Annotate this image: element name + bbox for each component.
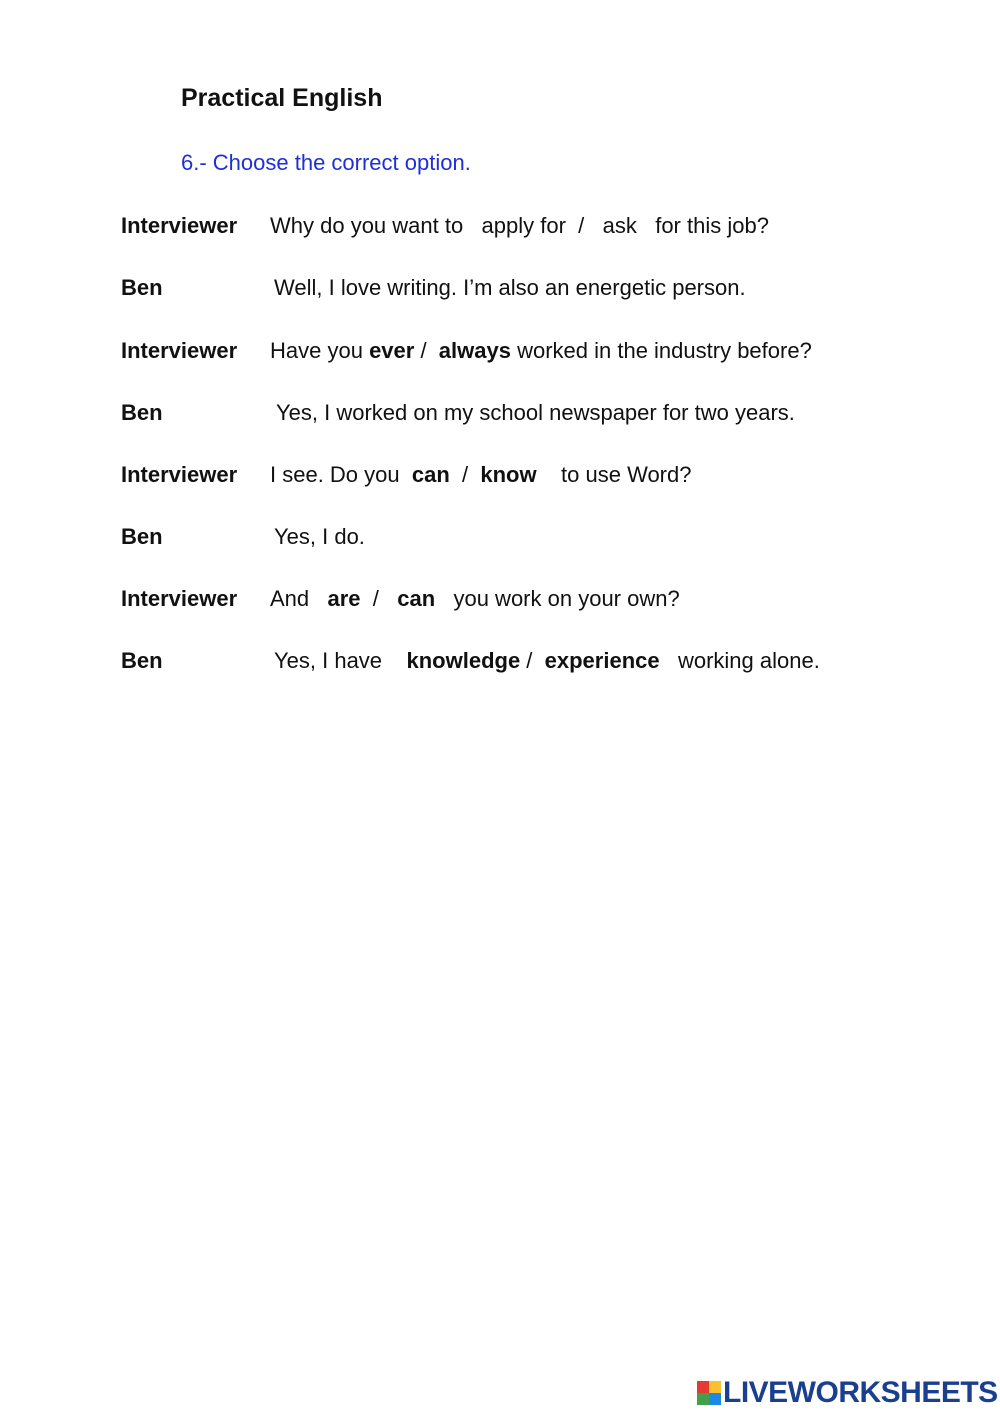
logo-mark-icon	[697, 1381, 721, 1405]
logo-text: LIVEWORKSHEETS	[723, 1376, 998, 1409]
option-apply-for[interactable]: apply for	[481, 213, 566, 238]
option-can[interactable]: can	[397, 586, 436, 611]
speaker-label: Ben	[121, 400, 163, 425]
option-always[interactable]: always	[438, 338, 511, 363]
speaker-label: Ben	[121, 524, 163, 549]
dialogue-text: Yes, I have knowledge / experience working alone.	[274, 648, 820, 673]
speaker-label: Interviewer	[121, 213, 238, 238]
liveworksheets-logo	[697, 1378, 998, 1408]
option-ever[interactable]: ever	[369, 338, 415, 363]
dialogue-text: Yes, I worked on my school newspaper for two years.	[276, 400, 795, 425]
option-can[interactable]: can	[411, 462, 450, 487]
speaker-label: Interviewer	[121, 338, 238, 363]
option-knowledge[interactable]: knowledge	[406, 648, 521, 673]
speaker-label: Ben	[121, 275, 163, 300]
exercise-instruction: 6.- Choose the correct option.	[181, 150, 471, 175]
dialogue-line	[121, 648, 820, 726]
worksheet-title: Practical English	[181, 84, 383, 112]
dialogue-text: And are / can you work on your own?	[270, 586, 680, 611]
option-know[interactable]: know	[480, 462, 537, 487]
dialogue-text: Yes, I do.	[274, 524, 365, 549]
option-ask[interactable]: ask	[602, 213, 637, 238]
speaker-label: Ben	[121, 648, 163, 673]
speaker-label: Interviewer	[121, 462, 238, 487]
option-experience[interactable]: experience	[544, 648, 660, 673]
dialogue-text: Have you ever / always worked in the industry before?	[270, 338, 812, 363]
dialogue-text: Well, I love writing. I’m also an energetic person.	[274, 275, 746, 300]
option-are[interactable]: are	[327, 586, 361, 611]
dialogue-text: I see. Do you can / know to use Word?	[270, 462, 692, 487]
speaker-label: Interviewer	[121, 586, 238, 611]
dialogue-text: Why do you want to apply for / ask for this job?	[270, 213, 769, 238]
